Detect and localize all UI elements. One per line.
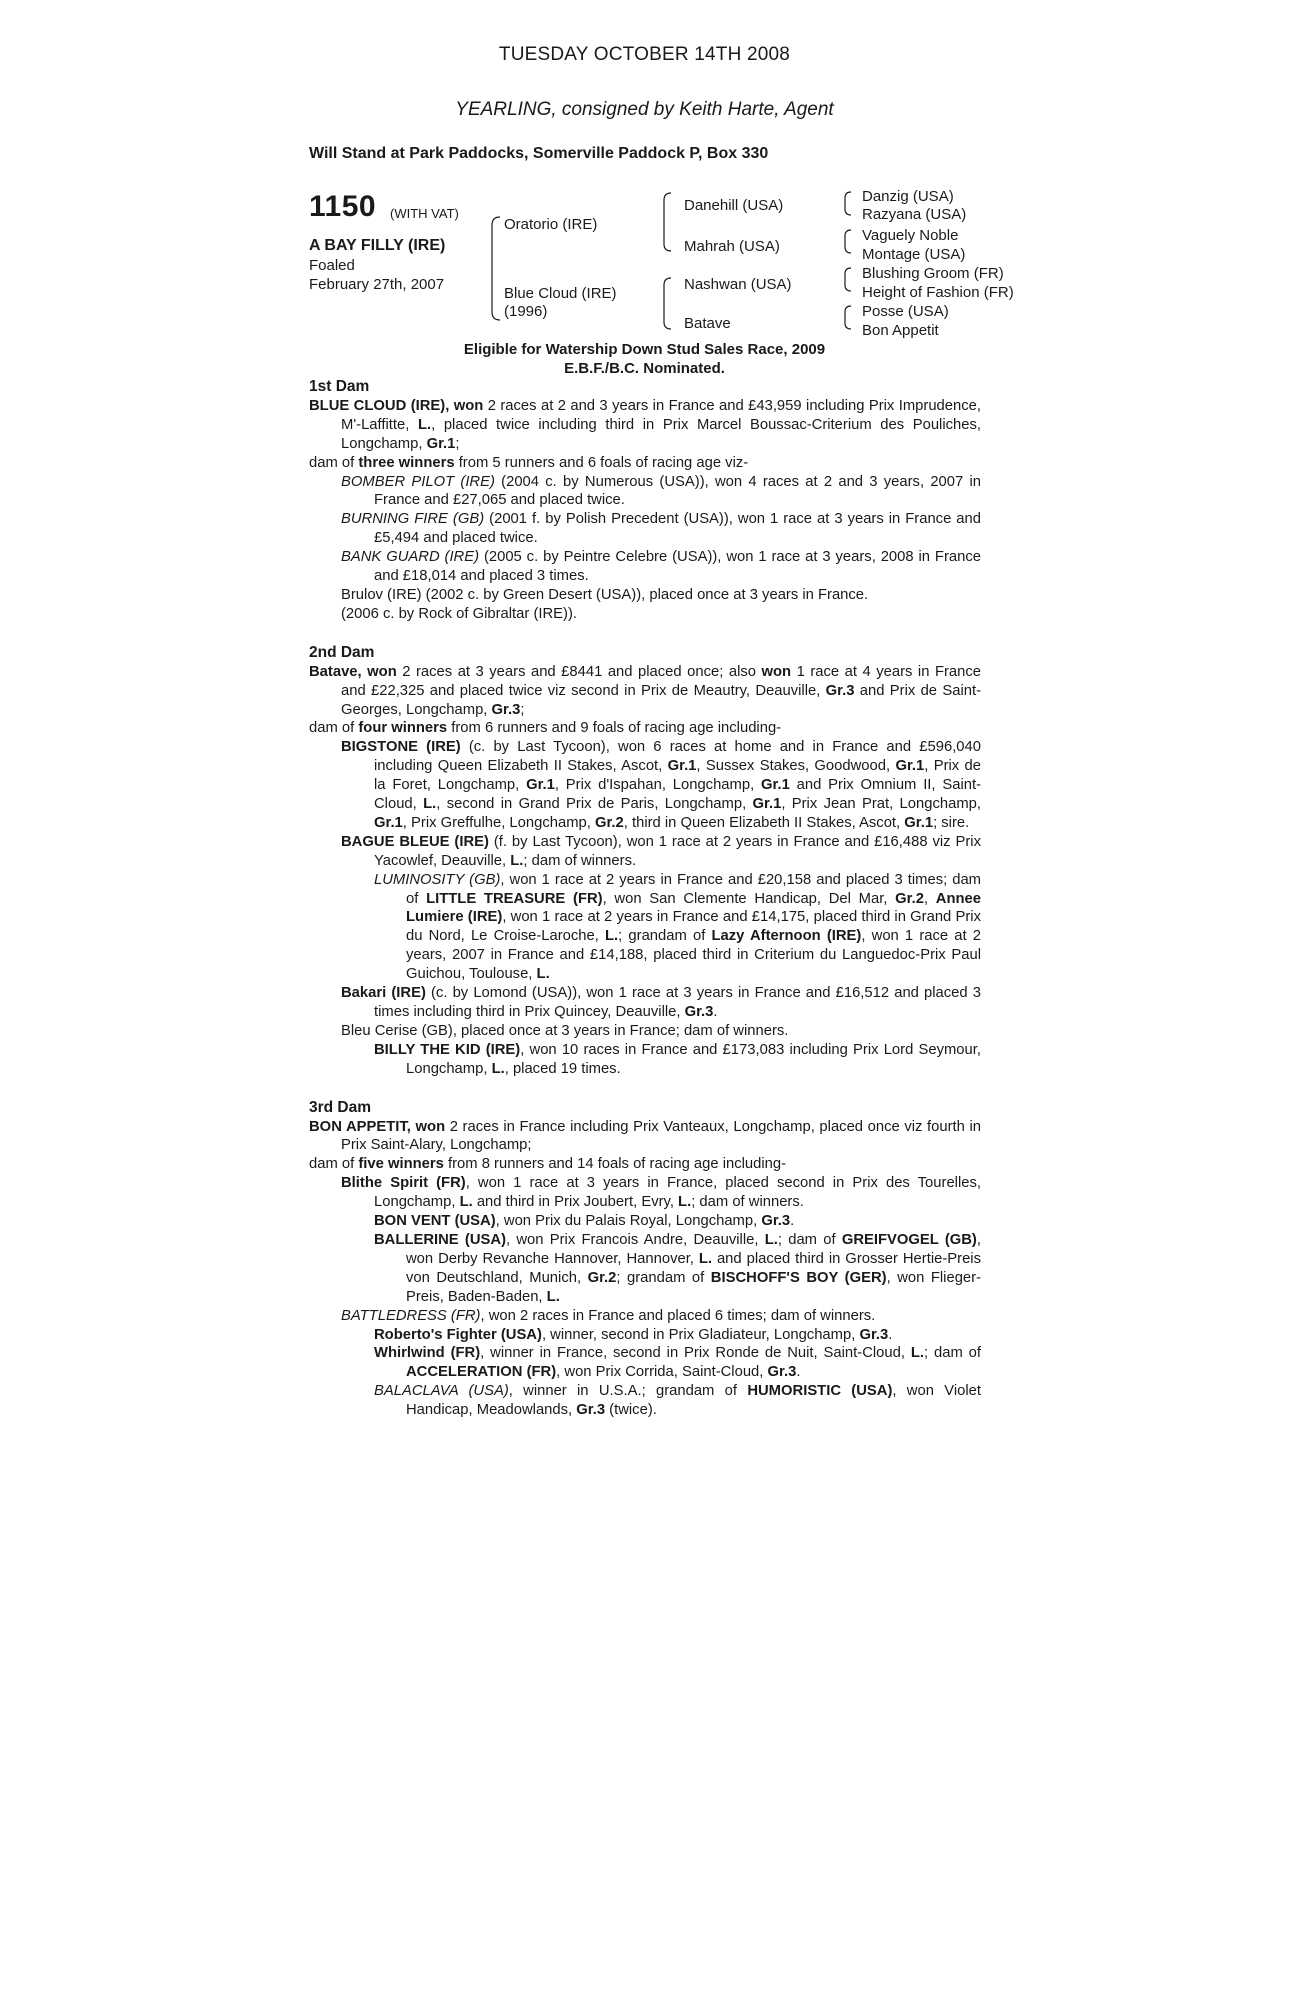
group-marker: Gr.3 bbox=[491, 701, 521, 718]
won-label: , won bbox=[357, 663, 397, 680]
catalogue-body bbox=[309, 378, 981, 1420]
ancestor-3: Vaguely Noble bbox=[862, 227, 959, 244]
progeny-name: BILLY THE KID (IRE) bbox=[374, 1041, 521, 1058]
listed-marker: L. bbox=[910, 1345, 924, 1362]
group-marker: Gr.2 bbox=[895, 890, 924, 907]
third-dam-record bbox=[309, 1118, 981, 1156]
record-text: 1 race at 4 years in France and £22,325 and placed twice viz second in Prix de Meautry, Deauville, bbox=[341, 663, 981, 699]
brace-gen3b bbox=[845, 230, 851, 253]
group-marker: Gr.3 bbox=[825, 682, 855, 699]
third-dam-summary bbox=[309, 1155, 981, 1174]
summary-text: from 6 runners and 9 foals of racing age including- bbox=[447, 720, 782, 737]
progeny-name: BANK GUARD (IRE) bbox=[341, 549, 480, 566]
dam-name: BON APPETIT bbox=[309, 1118, 407, 1135]
lot-number: 1150 bbox=[309, 190, 377, 223]
progeny-name: Bakari (IRE) bbox=[341, 985, 426, 1002]
won-label: , won bbox=[406, 1118, 446, 1135]
summary-text: from 5 runners and 6 foals of racing age viz- bbox=[454, 454, 749, 471]
group-marker: Gr.1 bbox=[895, 758, 925, 775]
group-marker: Gr.1 bbox=[426, 435, 456, 452]
progeny-text: , Prix Greffulhe, Longchamp, bbox=[402, 814, 595, 831]
listed-marker: L. bbox=[510, 852, 524, 869]
listed-marker: L. bbox=[678, 1194, 692, 1211]
progeny-text: , won 1 race at 2 years, 2007 in France and £14,188, placed third in Criterium du Languedoc-Prix Paul Guichou, Toulouse, bbox=[406, 928, 981, 983]
progeny-text: , winner in U.S.A.; grandam of bbox=[508, 1383, 748, 1400]
sire-of-dam: Nashwan (USA) bbox=[684, 276, 792, 293]
foaled-date: February 27th, 2007 bbox=[309, 276, 445, 293]
dam-name: Batave bbox=[309, 663, 358, 680]
progeny-text: ; sire. bbox=[933, 814, 970, 831]
winners-count: three winners bbox=[358, 454, 455, 471]
dam-of-dam: Batave bbox=[684, 315, 731, 332]
record-text: 2 races at 3 years and £8441 and placed once; also bbox=[396, 663, 762, 680]
group-marker: Gr.2 bbox=[594, 814, 624, 831]
grand-progeny-entry bbox=[309, 1212, 981, 1231]
progeny-text: ; dam of winners. bbox=[523, 852, 637, 869]
progeny-entry bbox=[309, 548, 981, 586]
listed-marker: L. bbox=[459, 1194, 473, 1211]
sire: Oratorio (IRE) bbox=[504, 216, 598, 233]
progeny-text: and third in Prix Joubert, Evry, bbox=[472, 1194, 679, 1211]
progeny-text: and Prix Omnium II, Saint-Cloud, bbox=[374, 777, 982, 813]
ancestor-8: Bon Appetit bbox=[862, 322, 939, 339]
progeny-text: , won 1 race at 2 years in France and £14,175, placed third in Grand Prix du Nord, Le Croise-Laroche, bbox=[406, 909, 981, 945]
progeny-name: GREIFVOGEL (GB) bbox=[841, 1231, 977, 1248]
second-dam-heading: 2nd Dam bbox=[309, 643, 375, 661]
progeny-text: , won Prix du Palais Royal, Longchamp, bbox=[495, 1213, 762, 1230]
sire-of-sire: Danehill (USA) bbox=[684, 197, 784, 214]
second-dam-record bbox=[309, 663, 981, 720]
first-dam-summary bbox=[309, 454, 981, 473]
progeny-name: BALACLAVA (USA) bbox=[374, 1383, 509, 1400]
progeny-name: BON VENT (USA) bbox=[374, 1213, 496, 1230]
ancestor-5: Blushing Groom (FR) bbox=[862, 265, 1004, 282]
group-marker: Gr.3 bbox=[859, 1326, 889, 1343]
eligibility-line: Eligible for Watership Down Stud Sales Race, 2009 bbox=[463, 341, 826, 358]
won-label: , won bbox=[445, 397, 484, 414]
group-marker: Gr.1 bbox=[761, 777, 790, 794]
progeny-text: (twice). bbox=[605, 1402, 657, 1419]
progeny-text: . bbox=[888, 1326, 893, 1343]
ancestor-1: Danzig (USA) bbox=[862, 188, 954, 205]
progeny-text: ; grandam of bbox=[616, 1269, 711, 1286]
progeny-text: , won Flieger-Preis, Baden-Baden, bbox=[406, 1269, 982, 1305]
third-dam-heading: 3rd Dam bbox=[309, 1098, 372, 1116]
group-marker: Gr.3 bbox=[761, 1213, 791, 1230]
listed-marker: L. bbox=[423, 796, 437, 813]
brace-gen2b bbox=[664, 278, 671, 329]
progeny-text: and placed third in Grosser Hertie-Preis von Deutschland, Munich, bbox=[406, 1250, 981, 1286]
progeny-text: . bbox=[796, 1364, 801, 1381]
progeny-name: BOMBER PILOT (IRE) bbox=[341, 473, 495, 490]
progeny-name: Lazy Afternoon (IRE) bbox=[711, 928, 862, 945]
progeny-entry: (2006 c. by Rock of Gibraltar (IRE)). bbox=[341, 605, 577, 622]
listed-marker: L. bbox=[764, 1231, 778, 1248]
pedigree-braces bbox=[0, 0, 1289, 360]
dam-of-sire: Mahrah (USA) bbox=[684, 238, 780, 255]
progeny-name: Blithe Spirit (FR) bbox=[341, 1175, 466, 1192]
summary-text: from 8 runners and 14 foals of racing age including- bbox=[443, 1156, 787, 1173]
progeny-name: ACCELERATION (FR) bbox=[406, 1364, 557, 1381]
dam-year: (1996) bbox=[504, 303, 548, 320]
progeny-text: , won Prix Corrida, Saint-Cloud, bbox=[556, 1364, 768, 1381]
progeny-text: , placed 19 times. bbox=[504, 1060, 621, 1077]
listed-marker: L. bbox=[698, 1250, 713, 1267]
winners-count: four winners bbox=[358, 720, 448, 737]
progeny-text: (c. by Last Tycoon), won 6 races at home and in France and £596,040 including Queen Elizabeth II Stakes, Ascot, bbox=[374, 739, 981, 775]
ancestor-2: Razyana (USA) bbox=[862, 206, 967, 223]
progeny-text: , won 1 race at 3 years in France, placed second in Prix des Tourelles, Longchamp, bbox=[374, 1175, 981, 1211]
listed-marker: L. bbox=[546, 1288, 560, 1305]
progeny-entry bbox=[309, 1307, 981, 1326]
brace-gen3a bbox=[845, 192, 851, 215]
vat-note: (WITH VAT) bbox=[390, 206, 459, 221]
progeny-entry bbox=[309, 984, 981, 1022]
progeny-name: Annee Lumiere (IRE) bbox=[406, 890, 981, 926]
progeny-text: , Sussex Stakes, Goodwood, bbox=[696, 758, 896, 775]
progeny-name: Whirlwind (FR) bbox=[374, 1345, 481, 1362]
progeny-name: BIGSTONE (IRE) bbox=[341, 739, 461, 756]
record-text: and Prix de Saint-Georges, Longchamp, bbox=[341, 682, 981, 718]
stabling-location: Will Stand at Park Paddocks, Somerville Paddock P, Box 330 bbox=[309, 145, 769, 162]
progeny-entry bbox=[309, 510, 981, 548]
brace-gen3d bbox=[845, 306, 851, 329]
first-dam-record bbox=[309, 397, 981, 454]
progeny-name: BAGUE BLEUE (IRE) bbox=[341, 833, 489, 850]
grand-progeny-entry bbox=[309, 1231, 981, 1307]
progeny-entry bbox=[309, 833, 981, 871]
ancestor-6: Height of Fashion (FR) bbox=[862, 284, 1014, 301]
grand-progeny-entry bbox=[309, 1382, 981, 1420]
progeny-text: , won Violet Handicap, Meadowlands, bbox=[406, 1383, 981, 1419]
progeny-text: , Prix de la Foret, Longchamp, bbox=[374, 758, 981, 794]
progeny-text: , won 10 races in France and £173,083 including Prix Lord Seymour, Longchamp, bbox=[406, 1041, 981, 1077]
progeny-text: , third in Queen Elizabeth II Stakes, Ascot, bbox=[623, 814, 905, 831]
progeny-entry bbox=[309, 738, 981, 833]
progeny-text: (c. by Lomond (USA)), won 1 race at 3 years in France and £16,512 and placed 3 times including third in Prix Quincey, Deauville, bbox=[374, 985, 981, 1020]
record-text: 2 races in France including Prix Vanteaux, Longchamp, placed once viz fourth in Prix Saint-Alary, Longchamp; bbox=[341, 1118, 981, 1154]
brace-gen1 bbox=[492, 217, 500, 320]
progeny-text: , winner in France, second in Prix Ronde de Nuit, Saint-Cloud, bbox=[480, 1345, 911, 1362]
progeny-text: ; dam of winners. bbox=[691, 1194, 804, 1211]
progeny-text: , Prix Jean Prat, Longchamp, bbox=[781, 796, 981, 813]
progeny-text: (f. by Last Tycoon), won 1 race at 2 years in France and £16,488 viz Prix Yacowlef, Deauville, bbox=[374, 833, 981, 869]
progeny-name: LITTLE TREASURE (FR) bbox=[426, 890, 603, 907]
listed-marker: L. bbox=[417, 416, 432, 433]
group-marker: Gr.1 bbox=[904, 814, 934, 831]
group-marker: Gr.3 bbox=[767, 1364, 797, 1381]
second-dam-summary bbox=[309, 719, 981, 738]
progeny-entry: Brulov (IRE) (2002 c. by Green Desert (USA)), placed once at 3 years in France. bbox=[341, 586, 869, 603]
group-marker: Gr.2 bbox=[587, 1269, 617, 1286]
group-marker: Gr.1 bbox=[374, 814, 403, 831]
record-text: 2 races at 2 and 3 years in France and £43,959 including Prix Imprudence, M'-Laffitte, bbox=[341, 397, 981, 433]
summary-text: dam of bbox=[309, 1156, 359, 1173]
brace-gen2a bbox=[664, 193, 671, 251]
listed-marker: L. bbox=[491, 1060, 505, 1077]
grand-progeny-entry bbox=[309, 1326, 981, 1345]
progeny-text: , Prix d'Ispahan, Longchamp, bbox=[554, 777, 762, 794]
progeny-text: ; dam of bbox=[924, 1345, 981, 1362]
progeny-text: , won 2 races in France and placed 6 times; dam of winners. bbox=[480, 1307, 876, 1324]
group-marker: Gr.3 bbox=[684, 1004, 714, 1020]
group-marker: Gr.1 bbox=[526, 777, 555, 794]
listed-marker: L. bbox=[536, 966, 550, 983]
grand-progeny-entry bbox=[309, 1344, 981, 1382]
group-marker: Gr.3 bbox=[576, 1402, 606, 1419]
progeny-text: (2005 c. by Peintre Celebre (USA)), won 1 race at 3 years, 2008 in France and £18,014 and placed 3 times. bbox=[374, 549, 981, 585]
record-text: ; bbox=[520, 701, 525, 718]
record-text: , placed twice including third in Prix Marcel Boussac-Criterium des Pouliches, Longchamp, bbox=[341, 416, 981, 452]
nomination-line: E.B.F./B.C. Nominated. bbox=[564, 360, 725, 377]
progeny-text: ; grandam of bbox=[618, 928, 712, 945]
summary-text: dam of bbox=[309, 454, 359, 471]
progeny-name: BALLERINE (USA) bbox=[374, 1231, 507, 1248]
dam: Blue Cloud (IRE) bbox=[504, 285, 617, 302]
progeny-text: , won Prix Francois Andre, Deauville, bbox=[506, 1231, 765, 1248]
progeny-name: LUMINOSITY (GB) bbox=[374, 871, 501, 888]
progeny-text: ; dam of bbox=[777, 1231, 842, 1248]
progeny-entry: Bleu Cerise (GB), placed once at 3 years in France; dam of winners. bbox=[341, 1022, 789, 1039]
first-dam-heading: 1st Dam bbox=[309, 378, 370, 395]
progeny-name: BISCHOFF'S BOY (GER) bbox=[710, 1269, 887, 1286]
listed-marker: L. bbox=[605, 928, 619, 945]
grand-progeny-entry bbox=[309, 1041, 981, 1079]
progeny-text: (2004 c. by Numerous (USA)), won 4 races at 2 and 3 years, 2007 in France and £27,065 and placed twice. bbox=[374, 473, 981, 509]
consignment-line: YEARLING, consigned by Keith Harte, Agent bbox=[455, 99, 834, 120]
winners-count: five winners bbox=[358, 1156, 444, 1173]
progeny-text: . bbox=[713, 1004, 718, 1020]
lot-name: A BAY FILLY (IRE) bbox=[309, 237, 446, 254]
progeny-name: Roberto's Fighter (USA) bbox=[374, 1326, 542, 1343]
ancestor-7: Posse (USA) bbox=[862, 303, 949, 320]
progeny-text: , won Derby Revanche Hannover, Hannover, bbox=[406, 1231, 981, 1267]
sale-date: TUESDAY OCTOBER 14TH 2008 bbox=[498, 44, 791, 65]
progeny-text: , second in Grand Prix de Paris, Longchamp, bbox=[436, 796, 753, 813]
dam-name: BLUE CLOUD (IRE) bbox=[309, 397, 446, 414]
progeny-text: , won San Clemente Handicap, Del Mar, bbox=[602, 890, 896, 907]
progeny-text: , won 1 race at 2 years in France and £20,158 and placed 3 times; dam of bbox=[406, 871, 981, 907]
summary-text: dam of bbox=[309, 720, 359, 737]
progeny-entry bbox=[309, 1174, 981, 1212]
progeny-name: HUMORISTIC (USA) bbox=[747, 1383, 893, 1400]
group-marker: Gr.1 bbox=[667, 758, 697, 775]
record-text: ; bbox=[455, 435, 460, 452]
foaled-label: Foaled bbox=[309, 257, 355, 274]
grand-progeny-entry bbox=[309, 871, 981, 984]
progeny-text: (2001 f. by Polish Precedent (USA)), won 1 race at 3 years in France and £5,494 and placed twice. bbox=[374, 511, 981, 547]
progeny-text: , winner, second in Prix Gladiateur, Longchamp, bbox=[541, 1326, 860, 1343]
won-label: won bbox=[761, 663, 792, 680]
brace-gen3c bbox=[845, 268, 851, 291]
progeny-entry bbox=[309, 473, 981, 511]
group-marker: Gr.1 bbox=[752, 796, 782, 813]
progeny-text: . bbox=[790, 1213, 795, 1230]
progeny-name: BATTLEDRESS (FR) bbox=[341, 1307, 481, 1324]
ancestor-4: Montage (USA) bbox=[862, 246, 966, 263]
progeny-text: , bbox=[923, 890, 936, 907]
progeny-name: BURNING FIRE (GB) bbox=[341, 511, 485, 528]
